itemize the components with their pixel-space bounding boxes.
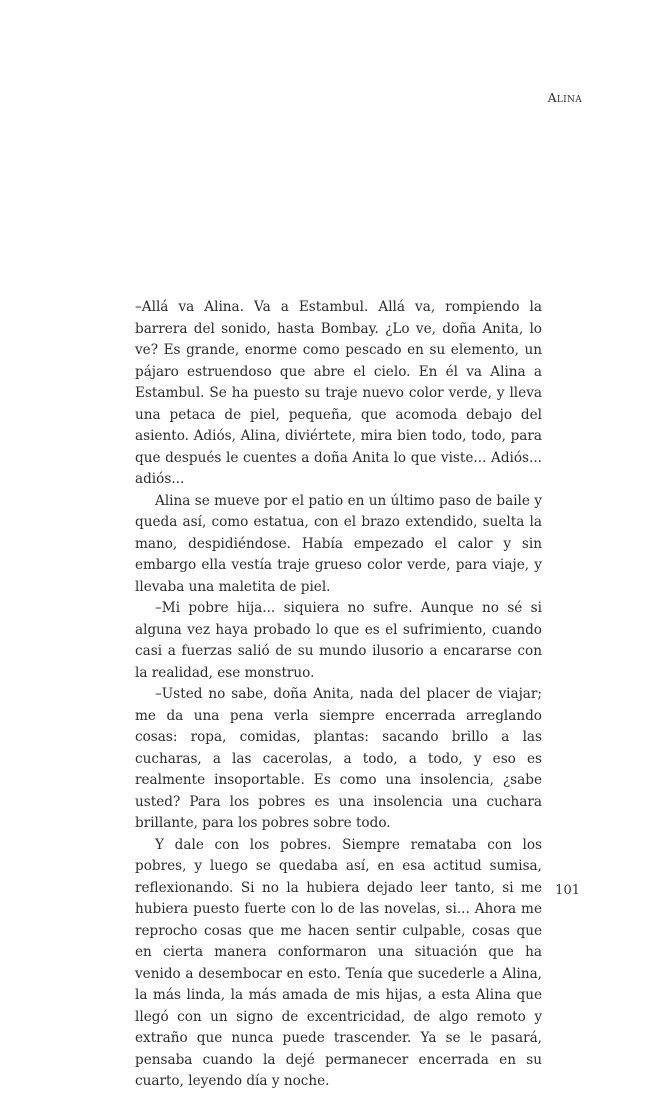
paragraph-5: Y dale con los pobres. Siempre remataba con los pobres, y luego se quedaba así, en esa actitud sumisa, reflexionando. Si no la hubiera dejado leer tanto, si me hubiera puesto fuerte con lo de las novelas, si... Ahora me reprocho cosas que me hacen sentir culpable, cosas que en cierta manera conformaron una situación que ha venido a desembocar en esto. Tenía que sucederle a Alina, la más linda, la más amada de mis hijas, a esta Alina que llegó con un signo de excentricidad, de algo remoto y extraño que nunca puede trascender. Ya se le pasará, pensaba cuando la dejé permanecer encerrada en su cuarto, leyendo día y noche. [135,836,542,1089]
body-text [135,297,542,1093]
paragraph-3: –Mi pobre hija... siquiera no sufre. Aunque no sé si alguna vez haya probado lo que es el sufrimiento, cuando casi a fuerzas salió de su mundo ilusorio a encararse con la realidad, ese monstruo. [135,600,542,681]
running-head: Alina [547,90,582,105]
page-number: 101 [555,883,580,898]
paragraph-1: –Allá va Alina. Va a Estambul. Allá va, rompiendo la barrera del sonido, hasta Bombay. ¿Lo ve, doña Anita, lo ve? Es grande, enorme como pescado en su elemento, un pájaro estruendoso que abre el cielo. En él va Alina a Estambul. Se ha puesto su traje nuevo color verde, y lleva una petaca de piel, pequeña, que acomoda debajo del asiento. Adiós, Alina, diviértete, mira bien todo, todo, para que después le cuentes a doña Anita lo que viste... Adiós... adiós... [135,299,542,487]
paragraph-4: –Usted no sabe, doña Anita, nada del placer de viajar; me da una pena verla siempre encerrada arreglando cosas: ropa, comidas, plantas: sacando brillo a las cucharas, a las cacerolas, a todo, a todo, y eso es realmente insoportable. Es como una insolencia, ¿sabe usted? Para los pobres es una insolencia una cuchara brillante, para los pobres sobre todo. [135,686,542,831]
paragraph-2: Alina se mueve por el patio en un último paso de baile y queda así, como estatua, con el brazo extendido, suelta la mano, despidiéndose. Había empezado el calor y sin embargo ella vestía traje grueso color verde, para viaje, y llevaba una maletita de piel. [135,492,542,595]
